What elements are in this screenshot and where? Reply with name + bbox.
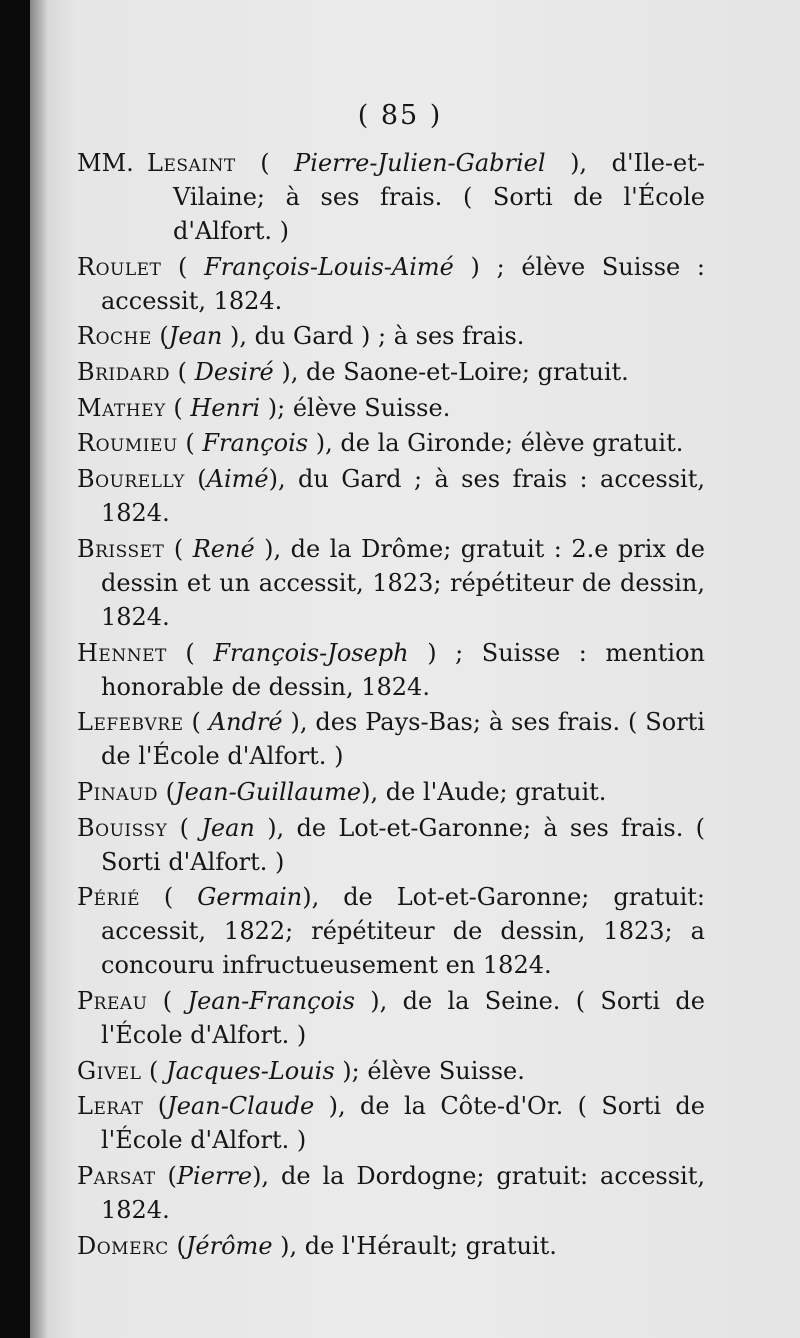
surname: Bouissy [77,813,168,842]
given-names: Jean [201,813,255,842]
surname: Lerat [77,1092,144,1121]
list-entry: Roumieu ( François ), de la Gironde; élève gratuit. [77,429,684,458]
entry-details: ), de la Dordogne; gratuit: accessit, 1824. [101,1162,706,1224]
surname: Roumieu [77,429,178,458]
given-names: Pierre [176,1162,253,1190]
list-entry: Hennet ( François-Joseph ) ; Suisse : mention honorable de dessin, 1824. [77,638,705,701]
entry-details: ), d'Ile-et-Vilaine; à ses frais. ( Sorti de l'École d'Alfort. ) [173,149,705,245]
surname: Bourelly [77,465,185,494]
list-entry: Pinaud (Jean-Guillaume), de l'Aude; gratuit. [77,777,607,806]
list-entry: Roche (Jean ), du Gard ) ; à ses frais. [77,322,525,351]
surname: Roche [77,322,152,351]
list-entry: Givel ( Jacques-Louis ); élève Suisse. [77,1056,525,1085]
list-entry: Lefebvre ( André ), des Pays-Bas; à ses frais. ( Sorti de l'École d'Alfort. ) [77,708,705,771]
list-entry: Parsat (Pierre), de la Dordogne; gratuit: accessit, 1824. [77,1162,706,1224]
list-entry: Bourelly (Aimé), du Gard ; à ses frais : accessit, 1824. [77,465,705,528]
given-names: Jean-Claude [167,1092,315,1121]
given-names: François-Louis-Aimé [204,252,454,281]
given-names: Desiré [194,358,274,387]
entry-details: ), de Lot-et-Garonne; gratuit: accessit, 1822; répétiteur de dessin, 1823; a concouru infructueusement en 1824. [101,883,705,980]
surname: Roulet [77,252,162,281]
entry-details: ), de Saone-et-Loire; gratuit. [281,358,629,387]
list-entry: MM. Lesaint ( Pierre-Julien-Gabriel ), d'Ile-et-Vilaine; à ses frais. ( Sorti de l'École d'Alfort. ) [77,146,705,248]
entry-details: ), du Gard ; à ses frais : accessit, 1824. [101,465,705,528]
given-names: François [202,429,309,458]
honorific-prefix: MM. [77,149,134,177]
surname: Bridard [77,358,170,387]
surname: Preau [77,986,148,1015]
book-page [30,0,800,1338]
surname: Mathey [77,393,166,422]
entry-details: ), de Lot-et-Garonne; à ses frais. ( Sorti d'Alfort. ) [101,813,705,876]
list-entry: Bouissy ( Jean ), de Lot-et-Garonne; à ses frais. ( Sorti d'Alfort. ) [77,813,705,876]
given-names: Jérôme [185,1231,273,1260]
given-names: Germain [197,883,303,912]
given-names: René [192,534,255,563]
entry-details: ); élève Suisse. [342,1056,525,1085]
surname: Lefebvre [77,708,184,737]
surname: Domerc [77,1231,169,1260]
given-names: Henri [190,393,261,422]
given-names: Jacques-Louis [166,1056,335,1085]
surname: Périé [77,883,140,912]
given-names: André [208,708,283,737]
list-entry: Lerat (Jean-Claude ), de la Côte-d'Or. ( Sorti de l'École d'Alfort. ) [77,1092,705,1155]
entry-details: ), de la Côte-d'Or. ( Sorti de l'École d'Alfort. ) [101,1092,705,1155]
given-names: Pierre-Julien-Gabriel [294,149,546,177]
entry-details: ) ; élève Suisse : accessit, 1824. [101,252,705,315]
entry-details: ), de la Drôme; gratuit : 2.e prix de dessin et un accessit, 1823; répétiteur de dessin, 1824. [101,534,705,631]
surname: Givel [77,1056,142,1085]
given-names: François-Joseph [213,638,409,667]
page-number: ( 85 ) [357,100,443,131]
entry-details: ), des Pays-Bas; à ses frais. ( Sorti de l'École d'Alfort. ) [101,708,705,771]
entry-details: ), de la Gironde; élève gratuit. [315,429,684,458]
entry-details: ), de l'Hérault; gratuit. [280,1231,557,1260]
list-entry: Roulet ( François-Louis-Aimé ) ; élève Suisse : accessit, 1824. [77,252,705,315]
surname: Parsat [77,1162,156,1190]
list-entry: Preau ( Jean-François ), de la Seine. ( Sorti de l'École d'Alfort. ) [77,986,705,1049]
surname: Hennet [77,638,167,667]
list-entry: Périé ( Germain), de Lot-et-Garonne; gratuit: accessit, 1822; répétiteur de dessin, 1823; a concouru infructueusement en 1824. [77,883,705,980]
entry-list [77,146,705,1264]
list-entry: Bridard ( Desiré ), de Saone-et-Loire; gratuit. [77,358,629,387]
surname: Pinaud [77,777,158,806]
surname: Lesaint [147,149,236,177]
given-names: Jean [168,322,223,351]
entry-details: ), du Gard ) ; à ses frais. [229,322,525,351]
entry-details: ) ; Suisse : mention honorable de dessin, 1824. [101,638,705,701]
binding-shadow [30,0,48,1338]
entry-details: ); élève Suisse. [267,393,451,422]
list-entry: Mathey ( Henri ); élève Suisse. [77,393,451,422]
list-entry: Domerc (Jérôme ), de l'Hérault; gratuit. [77,1231,557,1260]
given-names: Aimé [206,465,269,494]
list-entry: Brisset ( René ), de la Drôme; gratuit : 2.e prix de dessin et un accessit, 1823; répétiteur de dessin, 1824. [77,534,705,631]
given-names: Jean-Guillaume [174,777,362,806]
entry-details: ), de l'Aude; gratuit. [361,777,607,806]
entry-details: ), de la Seine. ( Sorti de l'École d'Alfort. ) [101,986,705,1049]
given-names: Jean-François [187,986,355,1015]
surname: Brisset [77,534,165,563]
